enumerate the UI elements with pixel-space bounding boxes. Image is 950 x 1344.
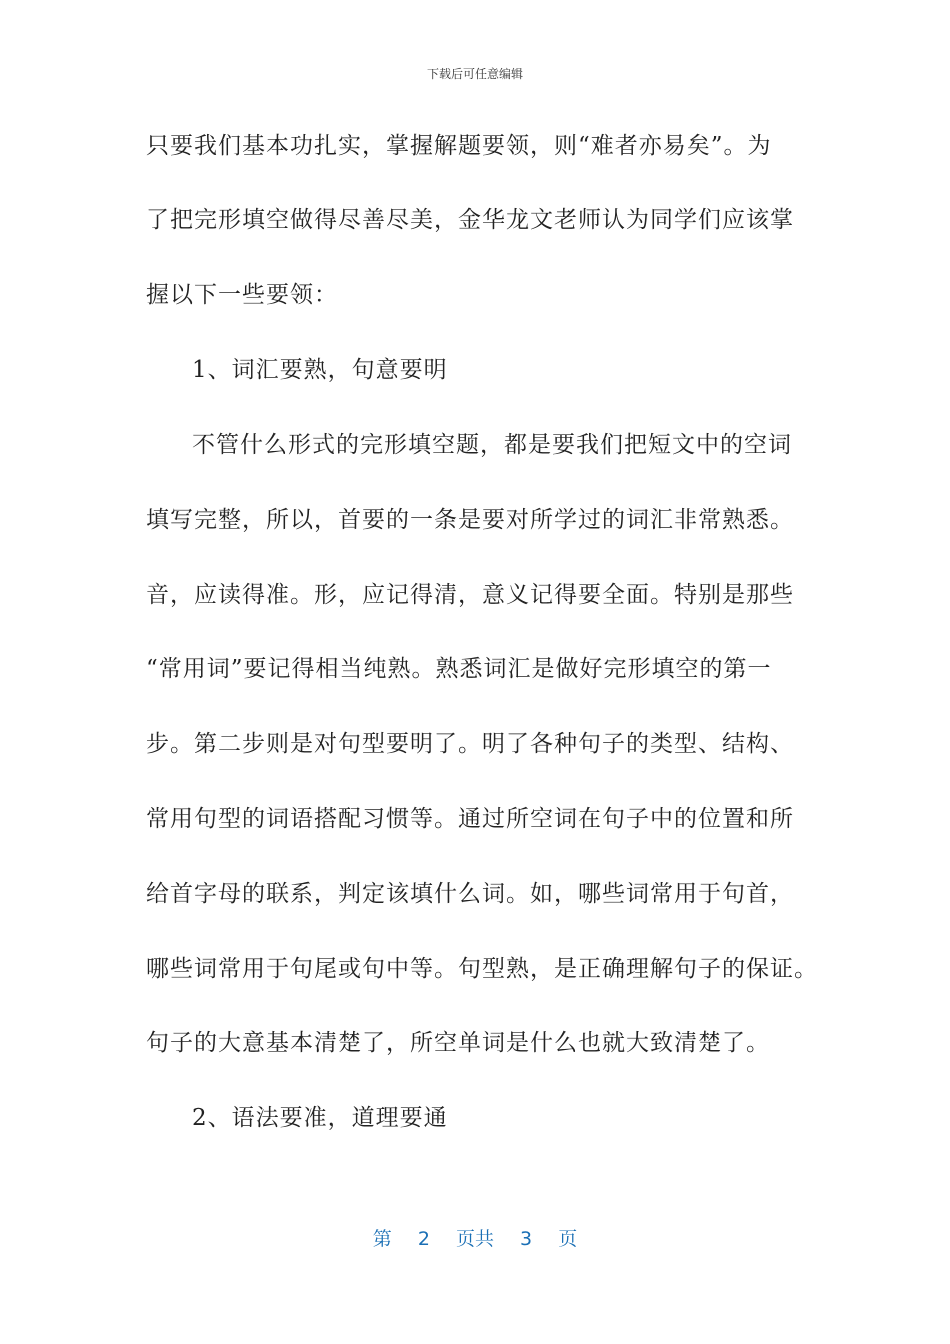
body-line-9: 步。第二步则是对句型要明了。明了各种句子的类型、结构、	[146, 731, 794, 757]
body-line-8: “常用词”要记得相当纯熟。熟悉词汇是做好完形填空的第一	[146, 656, 772, 682]
body-line-10: 常用句型的词语搭配习惯等。通过所空词在句子中的位置和所	[146, 806, 794, 832]
page-header: 下载后可任意编辑	[426, 67, 523, 81]
body-line-11: 给首字母的联系，判定该填什么词。如，哪些词常用于句首，	[146, 881, 794, 907]
body-line-6: 填写完整，所以，首要的一条是要对所学过的词汇非常熟悉。	[146, 507, 794, 533]
section-heading-1: 1、词汇要熟，句意要明	[192, 357, 448, 383]
current-page-number: 2	[417, 1228, 430, 1250]
page-label-prefix: 第	[372, 1228, 392, 1250]
total-pages-number: 3	[520, 1228, 533, 1250]
body-line-5: 不管什么形式的完形填空题，都是要我们把短文中的空词	[192, 432, 792, 458]
body-line-7: 音，应读得准。形，应记得清，意义记得要全面。特别是那些	[146, 582, 794, 608]
body-line-2: 了把完形填空做得尽善尽美，金华龙文老师认为同学们应该掌	[146, 207, 794, 233]
body-line-1: 只要我们基本功扎实，掌握解题要领，则“难者亦易矣”。为	[146, 133, 772, 159]
page-label-suffix: 页	[558, 1228, 578, 1250]
body-line-3: 握以下一些要领：	[146, 282, 338, 308]
page-footer	[0, 1226, 950, 1252]
body-line-12: 哪些词常用于句尾或句中等。句型熟，是正确理解句子的保证。	[146, 956, 818, 982]
body-line-13: 句子的大意基本清楚了，所空单词是什么也就大致清楚了。	[146, 1030, 770, 1056]
page-label-mid: 页共	[455, 1228, 494, 1250]
section-heading-2: 2、语法要准，道理要通	[192, 1105, 448, 1131]
